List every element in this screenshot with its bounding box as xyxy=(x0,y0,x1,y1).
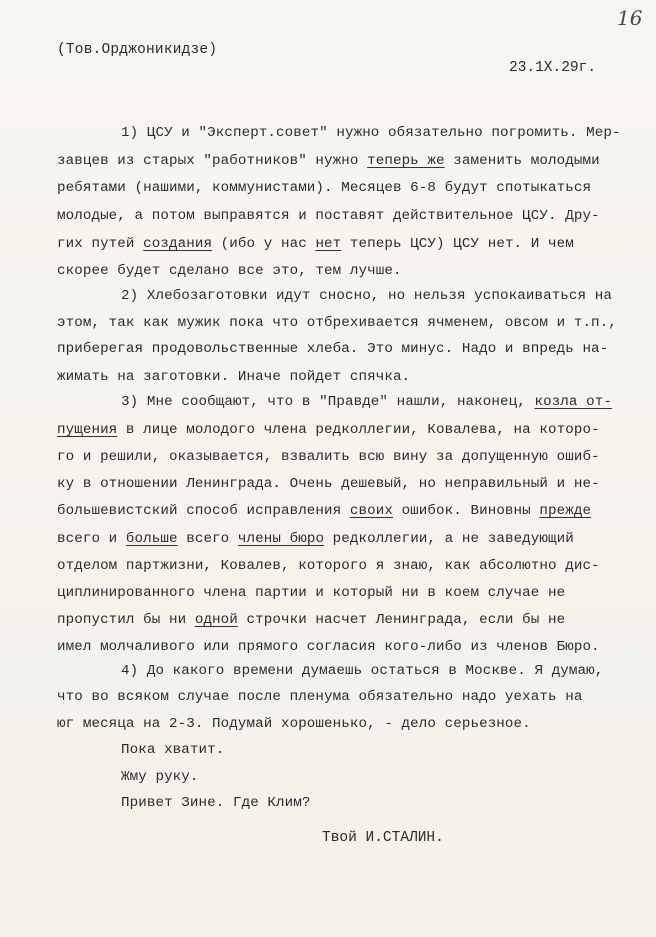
underlined-phrase: нет xyxy=(315,236,342,252)
underlined-phrase: своих xyxy=(349,503,393,519)
line-text: юг месяца на 2-3. Подумай хорошенько, - дело серьезное. xyxy=(57,716,531,732)
line-text: строчки насчет Ленинграда, если бы не xyxy=(237,612,566,628)
line-text: приберегая продовольственные хлеба. Это минус. Надо и впредь на- xyxy=(57,341,609,357)
line-text: 1) ЦСУ и "Эксперт.совет" нужно обязательно погромить. Мер- xyxy=(121,125,621,141)
letter-line xyxy=(57,341,608,357)
line-text: в лице молодого члена редколлегии, Ковалева, на которо- xyxy=(117,422,600,438)
letter-line xyxy=(57,612,565,628)
line-text: 4) До какого времени думаешь остаться в Москве. Я думаю, xyxy=(121,663,604,679)
letter-line xyxy=(57,263,402,279)
letter-line xyxy=(57,180,591,196)
line-text: ку в отношении Ленинграда. Очень дешевый, но неправильный и не- xyxy=(57,476,600,492)
letter-date: 23.1X.29г. xyxy=(509,60,597,76)
letter-line xyxy=(57,449,600,465)
letter-line xyxy=(121,394,612,410)
underlined-phrase: одной xyxy=(194,612,238,628)
letter-line xyxy=(57,639,600,655)
line-text: Привет Зине. Где Клим? xyxy=(121,795,311,811)
line-text: ребятами (нашими, коммунистами). Месяцев 6-8 будут спотыкаться xyxy=(57,180,592,196)
line-text: имел молчаливого или прямого согласия кого-либо из членов Бюро. xyxy=(57,639,600,655)
line-text: всего xyxy=(177,531,238,547)
signature: Твой И.СТАЛИН. xyxy=(322,830,444,846)
letter-line xyxy=(57,369,410,385)
underlined-phrase: пущения xyxy=(57,422,118,438)
line-text: редколлегии, а не заведующий xyxy=(324,531,574,547)
letter-line xyxy=(57,689,582,705)
line-text: гих путей xyxy=(57,236,144,252)
line-text: жимать на заготовки. Иначе пойдет спячка. xyxy=(57,369,411,385)
line-text: большевистский способ исправления xyxy=(57,503,350,519)
line-text: завцев из старых "работников" нужно xyxy=(57,153,368,169)
letter-line xyxy=(57,236,574,252)
line-text: заменить молодыми xyxy=(444,153,600,169)
letter-line xyxy=(57,503,591,519)
line-text: Жму руку. xyxy=(121,769,199,785)
line-text: го и решили, оказывается, взвалить всю вину за допущенную ошиб- xyxy=(57,449,600,465)
line-text: ошибок. Виновны xyxy=(392,503,540,519)
letter-line xyxy=(57,585,565,601)
underlined-phrase: козла от- xyxy=(534,394,612,410)
letter-line xyxy=(57,476,600,492)
letter-line xyxy=(57,315,617,331)
line-text: что во всяком случае после пленума обязательно надо уехать на xyxy=(57,689,583,705)
letter-line xyxy=(121,795,311,811)
letter-line xyxy=(57,531,574,547)
line-text: всего и xyxy=(57,531,126,547)
line-text: этом, так как мужик пока что отбрехивается ячменем, овсом и т.п., xyxy=(57,315,617,331)
letter-line xyxy=(57,558,600,574)
letter-line xyxy=(121,663,603,679)
line-text: 3) Мне сообщают, что в "Правде" нашли, наконец, xyxy=(121,394,535,410)
underlined-phrase: больше xyxy=(125,531,178,547)
folio-number: 16 xyxy=(617,6,643,30)
line-text: теперь ЦСУ) ЦСУ нет. И чем xyxy=(341,236,574,252)
underlined-phrase: теперь же xyxy=(367,153,445,169)
letter-line xyxy=(57,716,531,732)
underlined-phrase: прежде xyxy=(539,503,592,519)
addressee: (Тов.Орджоникидзе) xyxy=(57,42,218,58)
letter-line xyxy=(121,769,199,785)
line-text: 2) Хлебозаготовки идут сносно, но нельзя успокаиваться на xyxy=(121,288,612,304)
line-text: пропустил бы ни xyxy=(57,612,195,628)
underlined-phrase: члены бюро xyxy=(237,531,325,547)
line-text: (ибо у нас xyxy=(212,236,316,252)
underlined-phrase: создания xyxy=(143,236,213,252)
letter-line xyxy=(121,742,224,758)
line-text: скорее будет сделано все это, тем лучше. xyxy=(57,263,402,279)
line-text: молодые, а потом выправятся и поставят действительное ЦСУ. Дру- xyxy=(57,208,600,224)
line-text: циплинированного члена партии и который ни в коем случае не xyxy=(57,585,566,601)
letter-line xyxy=(121,288,612,304)
letter-line xyxy=(121,125,621,141)
line-text: отделом партжизни, Ковалев, которого я знаю, как абсолютно дис- xyxy=(57,558,600,574)
letter-line xyxy=(57,422,600,438)
letter-line xyxy=(57,208,600,224)
line-text: Пока хватит. xyxy=(121,742,225,758)
letter-line xyxy=(57,153,600,169)
